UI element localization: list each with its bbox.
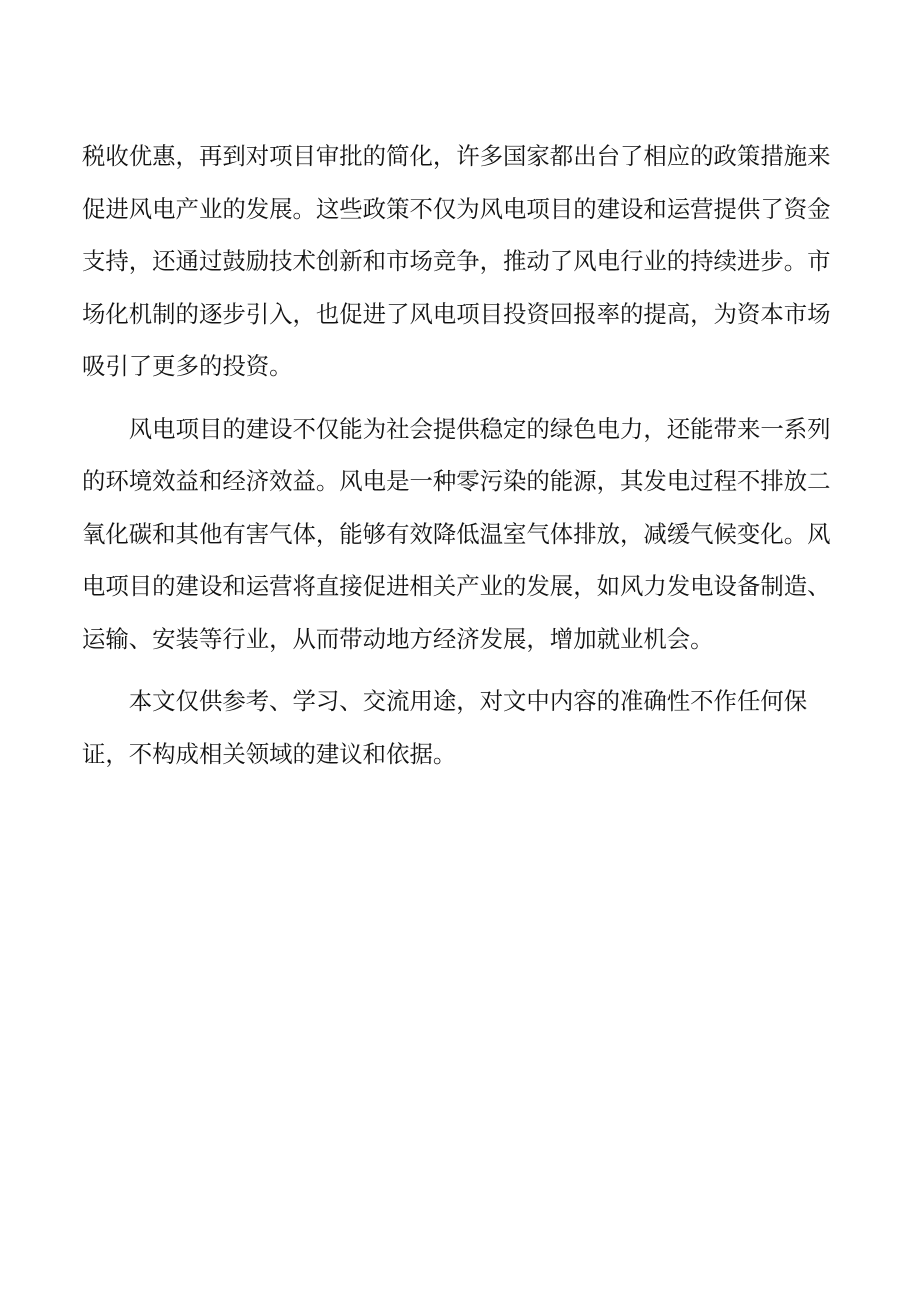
document-body	[82, 130, 838, 790]
paragraph-environmental-economic-benefits: 风电项目的建设不仅能为社会提供稳定的绿色电力，还能带来一系列的环境效益和经济效益。风电是一种零污染的能源，其发电过程不排放二氧化碳和其他有害气体，能够有效降低温室气体排放，减缓气候变化。风电项目的建设和运营将直接促进相关产业的发展，如风力发电设备制造、运输、安装等行业，从而带动地方经济发展，增加就业机会。	[82, 414, 831, 653]
paragraph-policy-support: 税收优惠，再到对项目审批的简化，许多国家都出台了相应的政策措施来促进风电产业的发展。这些政策不仅为风电项目的建设和运营提供了资金支持，还通过鼓励技术创新和市场竞争，推动了风电行业的持续进步。市场化机制的逐步引入，也促进了风电项目投资回报率的提高，为资本市场吸引了更多的投资。	[82, 142, 831, 380]
paragraph-disclaimer: 本文仅供参考、学习、交流用途，对文中内容的准确性不作任何保证，不构成相关领域的建议和依据。	[82, 687, 808, 768]
